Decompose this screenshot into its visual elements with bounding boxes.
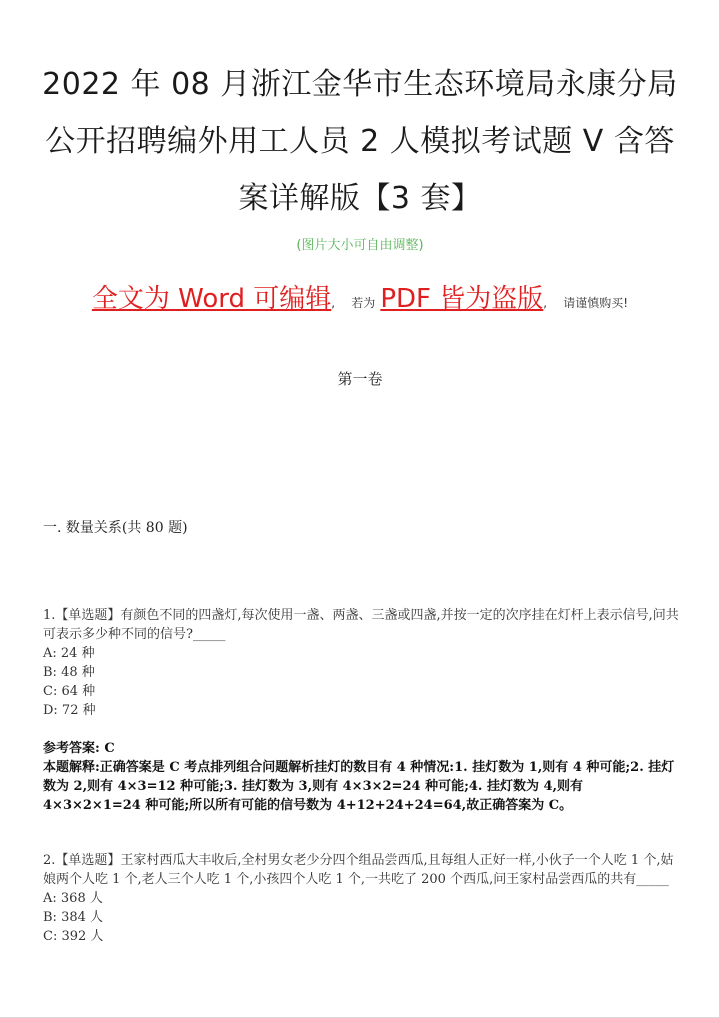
answer-label: 参考答案: C xyxy=(43,741,115,756)
section-title: 一. 数量关系(共 80 题) xyxy=(43,520,188,536)
option-c: C: 392 人 xyxy=(43,929,104,944)
editable-banner xyxy=(0,278,720,315)
title-line-2: 公开招聘编外用工人员 2 人模拟考试题 V 含答 xyxy=(45,124,675,159)
banner-word-editable: 全文为 Word 可编辑 xyxy=(91,284,332,314)
banner-separator-1: , xyxy=(331,296,336,310)
banner-buy-caution: 请谨慎购买! xyxy=(563,296,629,310)
title-line-1: 2022 年 08 月浙江金华市生态环境局永康分局 xyxy=(42,67,678,102)
answer-1 xyxy=(43,739,679,815)
answer-explanation: 本题解释:正确答案是 C 考点排列组合问题解析挂灯的数目有 4 种情况:1. 挂灯数为 1,则有 4 种可能;2. 挂灯数为 2,则有 4×3=12 种可能;3. 挂灯数为 3,则有 4×3×2=24 种可能;4. 挂灯数为 4,则有 4×3×2×1=24 种可能;所以所有可能的信号数为 4+12+24+24=64,故正确答案为 C。 xyxy=(43,760,675,813)
volume-title: 第一卷 xyxy=(337,370,383,388)
option-a: A: 24 种 xyxy=(43,646,95,661)
question-2 xyxy=(43,851,679,946)
option-a: A: 368 人 xyxy=(43,891,103,906)
option-b: B: 48 种 xyxy=(43,665,95,680)
resize-note: (图片大小可自由调整) xyxy=(296,238,424,253)
banner-separator-2: , xyxy=(543,296,548,310)
question-stem: 2.【单选题】王家村西瓜大丰收后,全村男女老少分四个组品尝西瓜,且每组人正好一样,小伙子一个人吃 1 个,姑娘两个人吃 1 个,老人三个人吃 1 个,小孩四个人吃 1 个,一共吃了 200 个西瓜,问王家村品尝西瓜的共有_____ xyxy=(43,853,674,887)
banner-pdf-pirated: PDF 皆为盗版 xyxy=(380,284,544,314)
question-1 xyxy=(43,606,679,720)
option-d: D: 72 种 xyxy=(43,703,96,718)
option-b: B: 384 人 xyxy=(43,910,104,925)
banner-if-label: 若为 xyxy=(351,296,376,310)
question-stem: 1.【单选题】有颜色不同的四盏灯,每次使用一盏、两盏、三盏或四盏,并按一定的次序挂在灯杆上表示信号,问共可表示多少种不同的信号?_____ xyxy=(43,608,679,642)
document-title xyxy=(30,56,690,227)
option-c: C: 64 种 xyxy=(43,684,96,699)
title-line-3: 案详解版【3 套】 xyxy=(238,181,482,216)
